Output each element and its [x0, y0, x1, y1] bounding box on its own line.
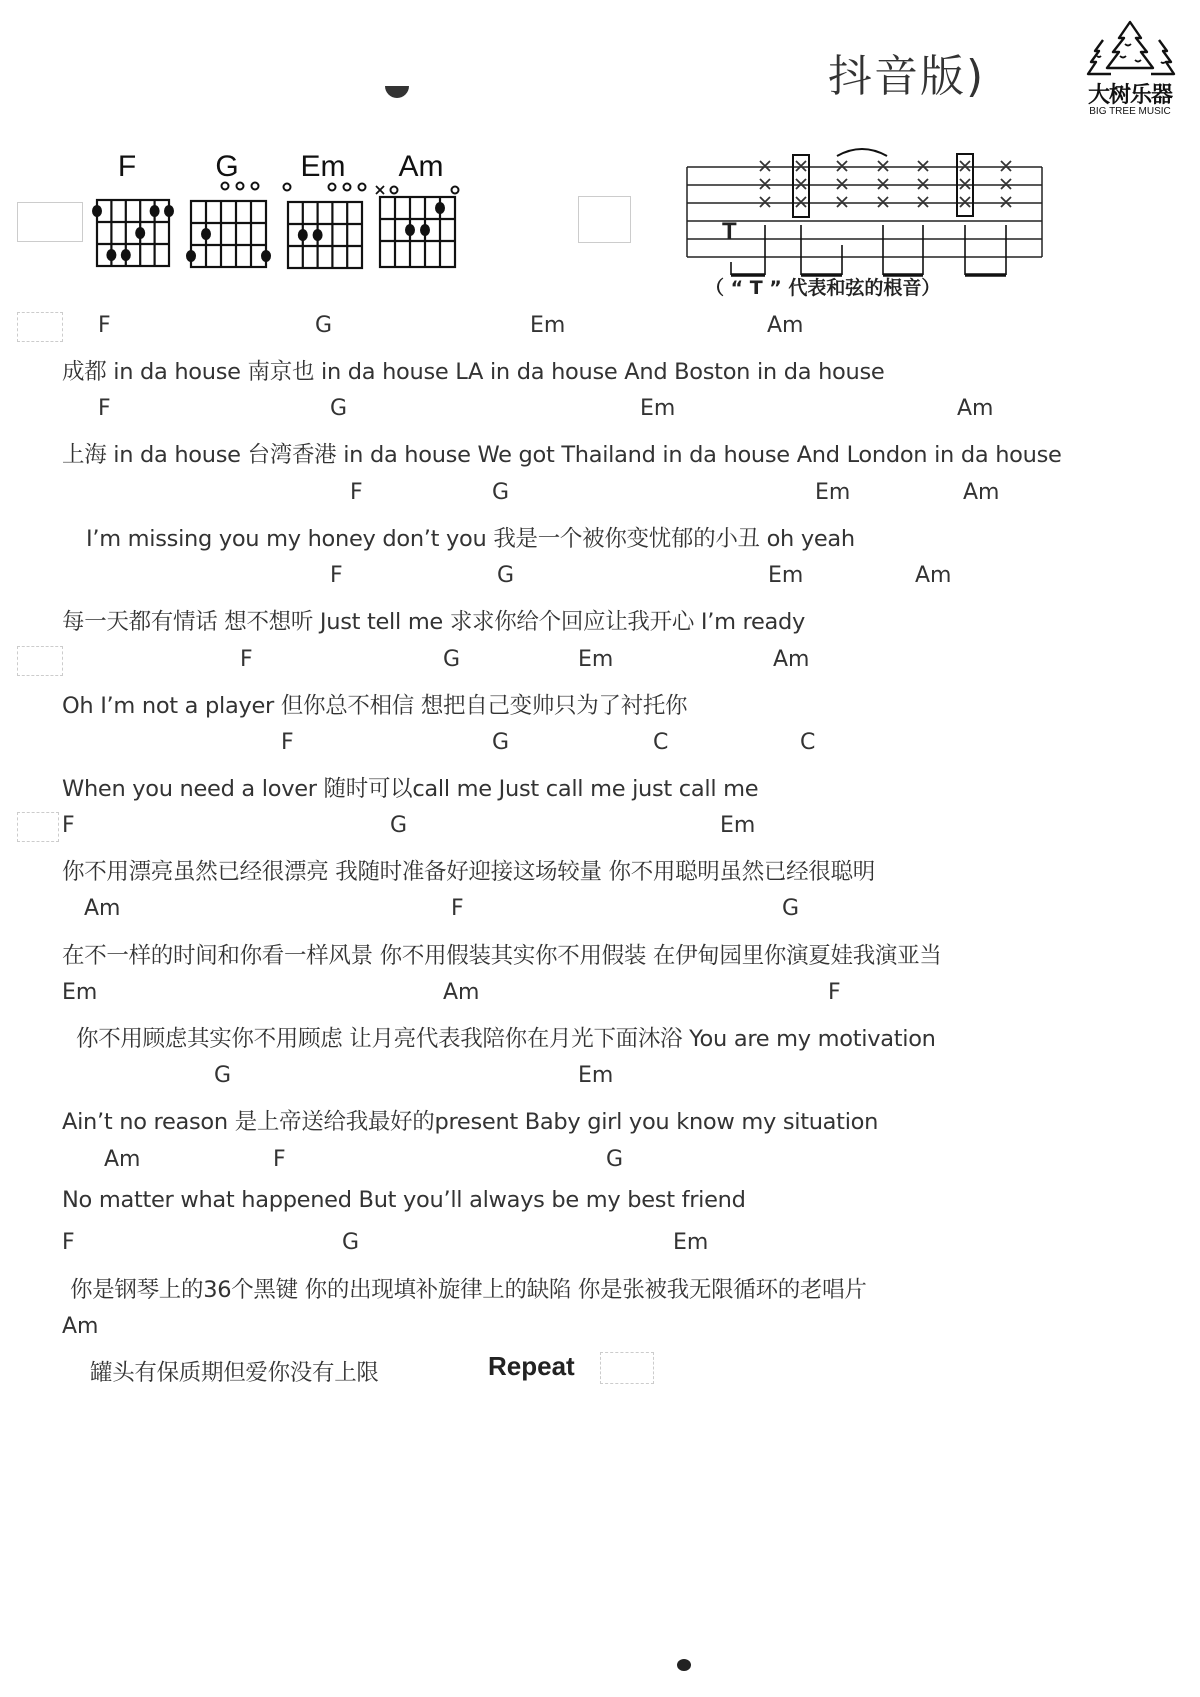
watermark-stamp [17, 812, 59, 842]
lyric-line: 罐头有保质期但爱你没有上限 [90, 1360, 379, 1386]
chord-symbol: F [828, 980, 841, 1005]
chord-symbol: Am [104, 1147, 141, 1172]
chord-symbol: Am [62, 1314, 99, 1339]
chord-symbol: G [214, 1063, 232, 1088]
lyric-line: 你不用漂亮虽然已经很漂亮 我随时准备好迎接这场较量 你不用聪明虽然已经很聪明 [62, 859, 875, 885]
chord-symbol: Em [640, 396, 676, 421]
chord-diagrams [85, 150, 505, 275]
chord-symbol: G [497, 563, 515, 588]
chord-symbol: C [800, 730, 816, 755]
chord-symbol: G [443, 647, 461, 672]
lyric-line: 上海 in da house 台湾香港 in da house We got Thailand in da house And London in da house [62, 442, 1062, 468]
chord-diagram-g [178, 180, 278, 275]
chord-symbol: F [451, 896, 464, 921]
chord-symbol: Em [62, 980, 98, 1005]
strum-caption: （ “ T ” 代表和弦的根音） [705, 277, 941, 299]
brand-logo [1075, 18, 1185, 123]
strum-pattern-staff [685, 145, 1045, 280]
chord-symbol: Am [773, 647, 810, 672]
chord-symbol: F [281, 730, 294, 755]
lyric-line: Ain’t no reason 是上帝送给我最好的present Baby girl you know my situation [62, 1109, 879, 1135]
chord-symbol: Am [443, 980, 480, 1005]
chord-symbol: G [782, 896, 800, 921]
lyric-line: 你是钢琴上的36个黑键 你的出现填补旋律上的缺陷 你是张被我无限循环的老唱片 [70, 1277, 867, 1303]
chord-symbol: Em [815, 480, 851, 505]
chord-symbol: G [342, 1230, 360, 1255]
watermark-stamp [578, 196, 631, 243]
chord-diagram-label: F [117, 150, 137, 183]
lyric-line: Oh I’m not a player 但你总不相信 想把自己变帅只为了衬托你 [62, 693, 688, 719]
lyric-line: 你不用顾虑其实你不用顾虑 让月亮代表我陪你在月光下面沐浴 You are my motivation [76, 1026, 936, 1052]
chord-symbol: F [350, 480, 363, 505]
page-mark [677, 1659, 691, 1671]
chord-symbol: Em [720, 813, 756, 838]
chord-symbol: G [606, 1147, 624, 1172]
chord-symbol: G [315, 313, 333, 338]
lyric-line: 成都 in da house 南京也 in da house LA in da house And Boston in da house [62, 359, 885, 385]
chord-symbol: Em [768, 563, 804, 588]
chord-symbol: Am [963, 480, 1000, 505]
chord-symbol: G [390, 813, 408, 838]
chord-symbol: Em [578, 1063, 614, 1088]
page-title: 抖音版) [828, 51, 986, 102]
three-trees-icon [1075, 18, 1185, 80]
lyric-line: 在不一样的时间和你看一样风景 你不用假装其实你不用假装 在伊甸园里你演夏娃我演亚当 [62, 943, 942, 969]
watermark-stamp [600, 1352, 654, 1384]
chord-symbol: Em [673, 1230, 709, 1255]
chord-symbol: F [240, 647, 253, 672]
chord-symbol: G [492, 480, 510, 505]
repeat-marker: Repeat [488, 1351, 575, 1381]
logo-name-cn: 大树乐器 [1087, 83, 1172, 108]
lyric-line: When you need a lover 随时可以call me Just call me just call me [62, 776, 759, 802]
chord-symbol: F [62, 813, 75, 838]
chord-diagram-f [85, 195, 180, 275]
chord-symbol: Em [578, 647, 614, 672]
watermark-stamp [17, 202, 83, 242]
chord-symbol: F [98, 396, 111, 421]
chord-diagram-label: G [215, 150, 239, 183]
chord-symbol: F [330, 563, 343, 588]
chord-symbol: G [492, 730, 510, 755]
chord-symbol: C [653, 730, 669, 755]
chord-symbol: F [98, 313, 111, 338]
watermark-stamp [17, 646, 63, 676]
chord-symbol: G [330, 396, 348, 421]
chord-symbol: Am [767, 313, 804, 338]
strum-pattern [685, 145, 1045, 305]
chord-symbol: Am [915, 563, 952, 588]
lyric-line: 每一天都有情话 想不想听 Just tell me 求求你给个回应让我开心 I’m ready [62, 609, 806, 635]
chord-symbol: F [273, 1147, 286, 1172]
logo-name-en: BIG TREE MUSIC [1089, 106, 1171, 117]
title-fragment [385, 86, 409, 98]
chord-diagram-label: Em [300, 150, 346, 183]
root-marker: T [722, 218, 737, 245]
watermark-stamp [17, 312, 63, 342]
lyric-line: I’m missing you my honey don’t you 我是一个被你变忧郁的小丑 oh yeah [86, 526, 855, 552]
chord-symbol: F [62, 1230, 75, 1255]
chord-symbol: Am [84, 896, 121, 921]
chord-symbol: Am [957, 396, 994, 421]
chord-diagram-label: Am [398, 150, 444, 183]
chord-diagram-am [375, 182, 475, 275]
chord-diagram-em [278, 180, 378, 275]
lyric-line: No matter what happened But you’ll always be my best friend [62, 1187, 746, 1213]
chord-symbol: Em [530, 313, 566, 338]
